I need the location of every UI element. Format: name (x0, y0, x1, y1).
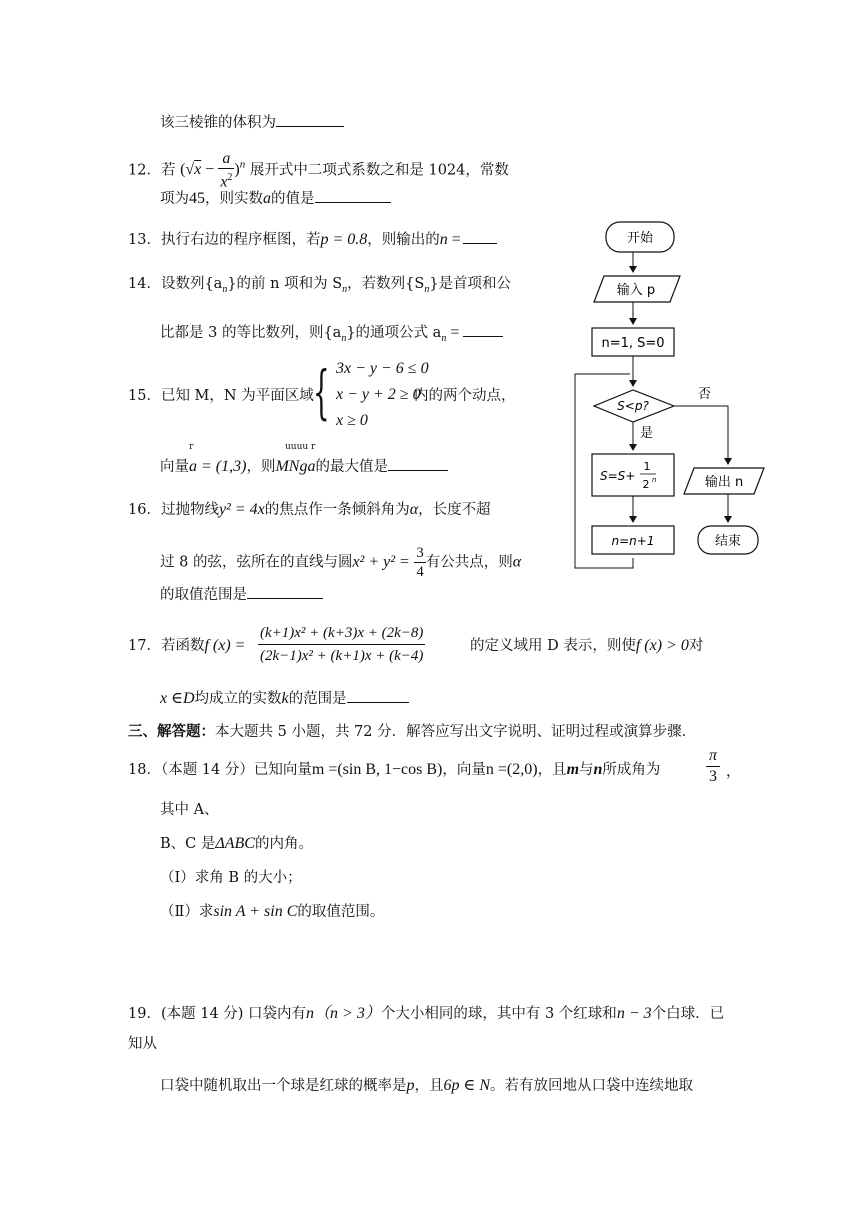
q13-var: n (439, 231, 448, 248)
update-s-label: S=S+ (600, 469, 636, 483)
q12-sqrt-var: x (194, 161, 202, 179)
q12-l2-mid: ，则实数 (205, 191, 263, 207)
q17-number: 17． (128, 638, 161, 654)
q15-l2-pre: 向量 (160, 459, 189, 475)
q17-numerator: (k+1)x² + (k+3)x + (2k−8) (258, 622, 425, 645)
q18-text4: 所成角为 (602, 762, 661, 778)
q17-denominator: (2k−1)x² + (k+1)x + (k−4) (260, 648, 424, 664)
yes-label: 是 (640, 426, 654, 441)
q18-l2: 其中 A、 (160, 802, 219, 818)
q16-circle: x² + y² = (352, 553, 410, 571)
q19-text1: (本题 14 分) 口袋内有 (160, 1006, 307, 1022)
q19-p: p (406, 1077, 415, 1094)
q19-n3: n − 3 (616, 1005, 652, 1022)
q14-l2b: }的通项公式 a (346, 325, 442, 341)
q15-brace: { (313, 358, 330, 426)
q18-l3a: B、C 是 (160, 836, 216, 852)
q18-pi-frac (706, 746, 720, 787)
q15-text2: 内的两个动点， (414, 388, 516, 404)
q12-var-a: a (263, 190, 271, 207)
q19-number: 19． (128, 1006, 161, 1022)
q16-alpha: α (409, 501, 419, 518)
no-label: 否 (698, 387, 712, 402)
output-label: 输出 n (704, 475, 744, 490)
q15-number: 15． (128, 388, 161, 404)
q18-comma-wrap (726, 762, 741, 782)
q14-sub4: n (341, 332, 347, 344)
q12-line2 (160, 188, 391, 209)
q19-cond: （n > 3） (314, 1005, 381, 1022)
q13-cond: p = 0.8 (320, 231, 368, 248)
q19-text2: 个大小相同的球，其中有 3 个红球和 (380, 1006, 617, 1022)
q16-frac-num: 3 (416, 545, 424, 561)
q15-l2-mid: ，则 (246, 459, 276, 475)
q17-post: 的定义域用 D 表示，则使 (470, 638, 636, 654)
q13-line (128, 229, 497, 250)
q12-post: 展开式中二项式系数之和是 1024，常数 (249, 162, 509, 179)
q16-parabola: y² = 4x (218, 501, 265, 518)
q13-text1: 执行右边的程序框图，若 (160, 232, 321, 248)
q18-part1 (160, 868, 302, 888)
q12-blank[interactable] (315, 188, 391, 203)
q15-garble2-text: uuuu r (285, 442, 316, 452)
q18-p2b: sin A + sin C (213, 903, 298, 920)
q16-l1-post: 的焦点作一条倾斜角为 (264, 502, 410, 518)
q19-l3b: ，且 (414, 1078, 444, 1094)
q18-text2: ，向量 (442, 762, 486, 778)
q15-ineq3: x ≥ 0 (336, 412, 368, 429)
update-frac-num: 1 (643, 460, 651, 473)
q19-n: n (306, 1005, 315, 1022)
q14-l1a: 设数列{a (160, 276, 223, 292)
q17-domain: x ∈D (160, 690, 195, 707)
q17-line1-tail (470, 636, 703, 656)
q16-line2 (160, 544, 521, 581)
q12-fraction (218, 150, 234, 191)
q17-line1 (128, 636, 245, 656)
q13-blank[interactable] (463, 229, 497, 244)
q15-blank[interactable] (388, 456, 448, 471)
start-label: 开始 (626, 231, 654, 246)
q18-n-def: n =(2,0) (485, 761, 538, 778)
q17-line2 (160, 688, 409, 709)
q15-garble1 (189, 442, 193, 452)
section3-heading (128, 722, 696, 742)
update-frac-den: 2 (642, 478, 650, 491)
q12-l2-post: 的值是 (271, 191, 315, 207)
update-frac-exp: n (652, 476, 657, 484)
q18-line2 (160, 800, 219, 820)
q14-l1b: }的前 n 项和为 S (227, 276, 343, 292)
q18-part1-text: （Ⅰ）求角 B 的大小； (160, 870, 302, 886)
q14-number: 14． (128, 276, 161, 292)
q15-text2-line (414, 386, 516, 406)
section3-text: 本大题共 5 小题，共 72 分．解答应写出文字说明、证明过程或演算步骤． (215, 724, 697, 740)
q14-sub1: n (222, 283, 228, 295)
q12-val: 45 (189, 190, 205, 207)
q15-text1: 已知 M，N 为平面区域 (160, 388, 314, 404)
q11-line (160, 112, 344, 133)
init-label: n=1, S=0 (601, 336, 665, 351)
q15-ineq2: x − y + 2 ≥ 0 (336, 386, 421, 403)
q15-line2 (160, 456, 448, 477)
q15-garble2 (285, 442, 315, 452)
q19-l3a: 口袋中随机取出一个球是红球的概率是 (160, 1078, 407, 1094)
q17-blank[interactable] (347, 688, 409, 703)
q18-n: n (593, 761, 603, 778)
decision-label: S<p? (617, 399, 649, 413)
q17-l2c: 的范围是 (288, 691, 347, 707)
q18-part2 (160, 902, 384, 922)
q14-line2 (160, 322, 503, 349)
q18-m: m (566, 761, 580, 778)
q16-number: 16． (128, 502, 161, 518)
q13-number: 13． (128, 232, 161, 248)
q19-line1 (128, 1004, 724, 1024)
q15-dot-expr: MNga (275, 458, 316, 475)
q19-line3 (160, 1076, 693, 1096)
q12-number: 12． (128, 162, 161, 179)
q18-triangle: ΔABC (215, 835, 255, 852)
q18-comma: ， (726, 764, 741, 780)
q15-line1 (128, 386, 314, 406)
q16-l3: 的取值范围是 (160, 587, 247, 603)
q14-l1d: }是首项和公 (429, 276, 512, 292)
q12-den-exp: 2 (227, 172, 233, 183)
q18-p2c: 的取值范围。 (297, 904, 385, 920)
q11-text: 该三棱锥的体积为 (160, 115, 276, 131)
q14-sub3: n (424, 283, 430, 295)
q17-pre: 若函数 (160, 638, 205, 654)
q18-line1 (128, 760, 660, 780)
q18-line3 (160, 834, 313, 854)
q14-sub5: n (441, 332, 447, 344)
q14-l2a: 比都是 3 的等比数列，则{a (160, 325, 342, 341)
q13-text2: ，则输出的 (367, 232, 440, 248)
q15-garble1-text: r (189, 442, 194, 452)
q18-p2a: （Ⅱ）求 (160, 904, 214, 920)
q19-l2: 知从 (128, 1036, 157, 1052)
q18-text3: ，且 (537, 762, 567, 778)
q18-pi: π (706, 746, 720, 767)
program-flowchart (570, 218, 770, 574)
q18-m-def: m =(sin B, 1−cos B) (311, 761, 443, 778)
q19-line2 (128, 1034, 157, 1054)
q13-eq: = (447, 231, 461, 248)
q17-l2b: 均成立的实数 (194, 691, 282, 707)
q19-text3: 个白球．已 (651, 1006, 725, 1022)
q12-line1 (128, 150, 509, 191)
q15-l2-post: 的最大值是 (315, 459, 388, 475)
q12-den-x: x (220, 173, 228, 191)
q16-l1-pre: 过抛物线 (160, 502, 219, 518)
q18-with: 与 (579, 762, 594, 778)
q12-frac-num: a (218, 150, 234, 169)
q19-cond2: 6p ∈ N (443, 1077, 491, 1094)
q14-l1c: ，若数列{S (347, 276, 425, 292)
q15-ineq1: 3x − y − 6 ≤ 0 (336, 360, 429, 377)
q14-l2c: = (446, 324, 460, 341)
q18-l3c: 的内角。 (254, 836, 313, 852)
input-label: 输入 p (616, 283, 656, 298)
q17-fraction (258, 622, 425, 667)
q14-sub2: n (342, 283, 348, 295)
q15-vector-a: a = (1,3) (189, 458, 247, 475)
q16-l2-post: 有公共点，则 (425, 554, 513, 571)
no-branch-arrow (674, 406, 728, 464)
q17-k: k (281, 690, 289, 707)
end-label: 结束 (714, 534, 742, 549)
q17-fx: f (x) = (204, 637, 246, 654)
section3-label: 三、解答题： (128, 723, 215, 740)
q16-frac-den: 4 (416, 564, 424, 580)
q16-blank[interactable] (247, 584, 323, 599)
q18-number: 18． (128, 762, 161, 778)
update-n-label: n=n+1 (611, 534, 655, 548)
q17-cond: f (x) > 0 (635, 637, 689, 654)
q19-l3c: 。若有放回地从口袋中连续地取 (490, 1078, 694, 1094)
q12-power-n: n (239, 159, 246, 172)
q16-l2-pre: 过 8 的弦，弦所在的直线与圆 (160, 554, 353, 571)
q12-pre: 若 (160, 162, 176, 179)
q18-three: 3 (709, 768, 717, 785)
q12-expression: (√x − $\frac{a}{x^2}$ )$^n$ (180, 150, 246, 191)
q17-post2: 对 (688, 638, 704, 654)
q11-blank[interactable] (276, 112, 344, 127)
q16-l1-tail: ，长度不超 (418, 502, 491, 518)
q16-fraction (414, 544, 425, 581)
q16-line3 (160, 584, 323, 605)
q12-l2-pre: 项为 (160, 191, 189, 207)
q16-alpha2: α (512, 553, 522, 571)
q14-blank[interactable] (463, 322, 503, 337)
q14-line1 (128, 274, 511, 300)
q16-line1 (128, 500, 491, 520)
q18-text1: （本题 14 分）已知向量 (160, 762, 312, 778)
